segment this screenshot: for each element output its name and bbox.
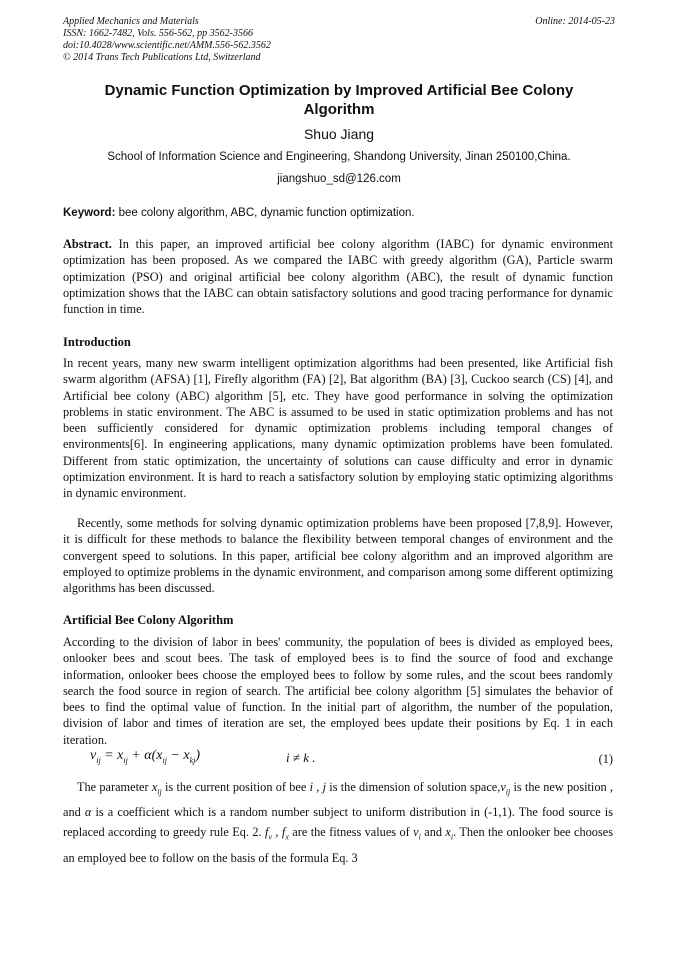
equation-1	[90, 748, 613, 772]
introduction-paragraph-2: Recently, some methods for solving dynamic optimization problems have been proposed [7,8,9]. However, it is difficult for these methods to balance the flexibility between temporal changes of environment and the convergent speed to solutions. In this paper, artificial bee colony algorithm and an improved algorithm are employed to optimize problems in the dynamic environment, and comparison among some different optimizing algorithms has been discussed.	[63, 516, 613, 596]
journal-header	[63, 16, 271, 64]
symbol-xi: $x_i$	[445, 825, 454, 842]
issn-line: ISSN: 1662-7482, Vols. 556-562, pp 3562-3566	[63, 28, 253, 39]
keywords	[63, 206, 415, 220]
p2-segment-a: The parameter	[77, 780, 149, 794]
equation-1-formula: $v_{ij} = x_{ij} + \alpha(x_{ij} - x_{kj})$	[90, 748, 201, 765]
paper-title: Dynamic Function Optimization by Improved Artificial Bee Colony Algorithm	[104, 82, 574, 118]
symbol-vij: $v_{ij}$	[500, 780, 511, 797]
p2-segment-c: is the dimension of solution space,	[329, 780, 501, 794]
introduction-paragraph-1: In recent years, many new swarm intelligent optimization algorithms had been presented, like Artificial fish swarm algorithm (AFSA) [1], Firefly algorithm (FA) [2], Bat algorithm (BA) [3], Cuckoo search (CS) [4], and Artificial bee colony (ABC) algorithm [5], etc. They have good performance in solving the optimization problems in static environment. The ABC is assumed to be used in static optimization problems and has not been sufficiently considered for dynamic optimization problems including temporal changes of environments[6]. In engineering applications, many dynamic optimization problems have been fomulated. Different from static optimization, the uncertainty of solutions can cause difficulty and error in dynamic optimization environment. It is hard to reach a satisfactory solution by employing static optimizing algorithms in dynamic environment.	[63, 356, 613, 501]
online-date: Online: 2014-05-23	[535, 16, 615, 27]
copyright-line: © 2014 Trans Tech Publications Ltd, Switzerland	[63, 52, 261, 63]
abstract-label: Abstract.	[63, 237, 112, 251]
p2-segment-g: and	[424, 825, 442, 840]
p2-segment-b: is the current position of bee	[165, 780, 307, 794]
equation-1-condition: i ≠ k .	[286, 750, 316, 765]
abc-section-heading: Artificial Bee Colony Algorithm	[63, 613, 234, 627]
p2-segment-h: . Then the onlooker bee chooses an employed bee to follow on the basis of the formula Eq. 3	[63, 825, 613, 865]
abc-paragraph-2	[63, 777, 613, 868]
symbol-alpha: α	[84, 805, 92, 820]
affiliation: School of Information Science and Engineering, Shandong University, Jinan 250100,China.	[107, 151, 571, 163]
p2-segment-f: are the fitness values of	[292, 825, 410, 840]
abc-paragraph-1: According to the division of labor in bees' community, the population of bees is divided as employed bees, onlooker bees and scout bees. The task of employed bees is to find the source of food and exchange information, onlooker bees choose the employed bees to follow by some rules, and the scout bees randomly search the food source in region of search. The artificial bee colony algorithm [5] simulates the behavior of bees to find the optimal value of function. In the initial part of algorithm, the number of the population, division of labor and times of iteration are set, the employed bees update their positions by Eq. 1 in each iteration.	[63, 635, 613, 747]
p2-segment-e: is a coefficient which is a random number subject to uniform distribution in (-1,1). The food source is replaced according to greedy rule Eq. 2.	[63, 805, 614, 840]
symbol-fv-fx: $f_v$ , $f_x$	[265, 825, 289, 842]
symbol-vi: $v_i$	[413, 825, 421, 842]
doi-line: doi:10.4028/www.scientific.net/AMM.556-562.3562	[63, 40, 271, 51]
equation-1-number: (1)	[598, 752, 613, 766]
keyword-text: bee colony algorithm, ABC, dynamic function optimization.	[118, 207, 415, 219]
p2-segment-d: is the new position , and	[63, 780, 613, 820]
symbol-i-j: i , j	[309, 780, 327, 794]
author-name: Shuo Jiang	[303, 126, 375, 142]
introduction-heading: Introduction	[63, 335, 131, 349]
keyword-label: Keyword:	[63, 207, 116, 219]
abstract-text: In this paper, an improved artificial bee colony algorithm (IABC) for dynamic environment optimization has been proposed. As we compared the IABC with greedy algorithm (GA), Particle swarm optimization (PSO) and original artificial bee colony algorithm (ABC), the result of dynamic function optimization shows that the IABC can obtain satisfactory solutions and good tracing performance for dynamic function in time.	[63, 237, 613, 317]
author-email[interactable]: jiangshuo_sd@126.com	[277, 173, 401, 185]
abstract	[63, 236, 613, 317]
symbol-xij: $x_{ij}$	[151, 780, 162, 797]
journal-name: Applied Mechanics and Materials	[63, 16, 199, 27]
